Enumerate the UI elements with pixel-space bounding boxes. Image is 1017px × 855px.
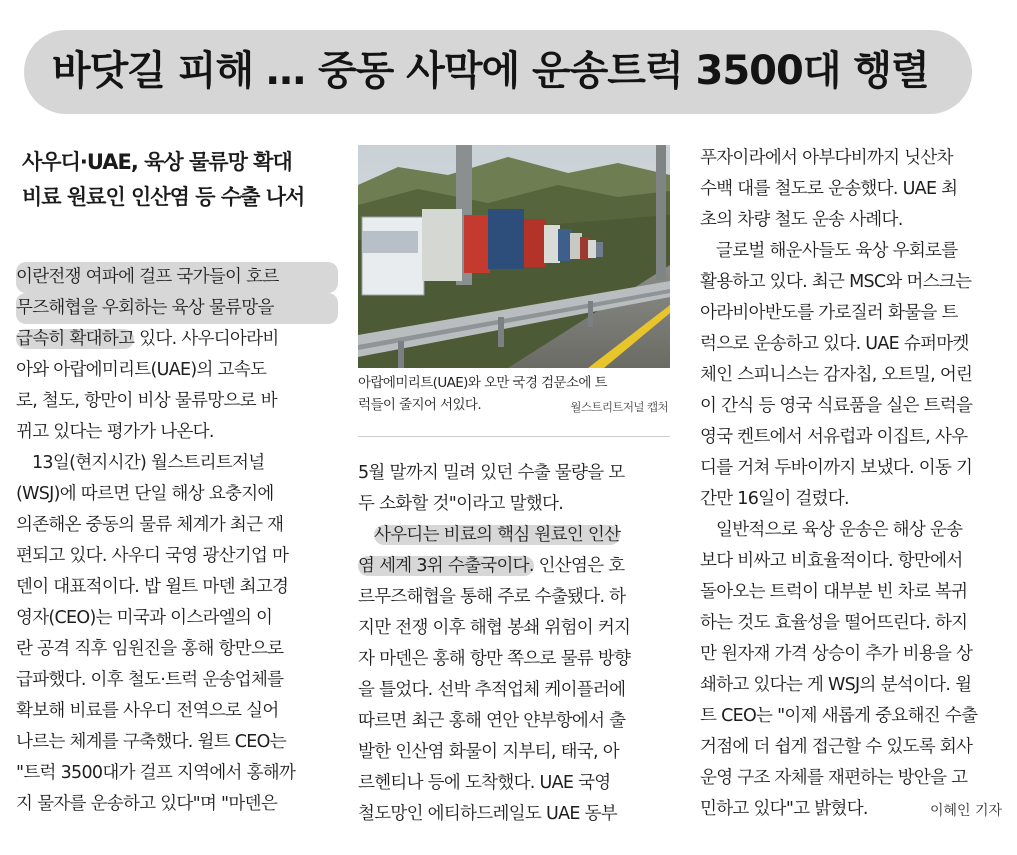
paragraph-start-line: 글로벌 해운사들도 육상 우회로를 (716, 241, 958, 261)
text-line: 하는 것도 효율성을 떨어뜨린다. 하지 (700, 613, 968, 633)
text-line: 운영 구조 자체를 재편하는 방안을 고 (700, 768, 968, 788)
text-line: 란 공격 직후 임원진을 홍해 항만으로 (16, 639, 284, 659)
text-line: 르헨티나 등에 도착했다. UAE 국영 (358, 773, 611, 793)
text-line: 철도망인 에티하드레일도 UAE 동부 (358, 804, 617, 824)
text: 있다. 사우디아라비 (134, 329, 279, 349)
caption-line: 럭들이 줄지어 서있다. (358, 397, 482, 413)
caption-divider (358, 436, 670, 437)
text-line: "트럭 3500대가 걸프 지역에서 홍해까 (16, 763, 296, 783)
article-column-2 (358, 458, 676, 830)
photo-caption (358, 372, 670, 416)
news-photo (358, 145, 670, 368)
headline: 바닷길 피해 … 중동 사막에 운송트럭 3500대 행렬 (52, 48, 929, 94)
highlighted-text: 사우디는 비료의 핵심 원료인 인산 (374, 525, 621, 545)
subheadline (22, 145, 352, 215)
text-line: 을 틀었다. 선박 추적업체 케이플러에 (358, 680, 626, 700)
text-line: 럭으로 운송하고 있다. UAE 슈퍼마켓 (700, 334, 969, 354)
subheadline-line: 사우디·UAE, 육상 물류망 확대 (22, 150, 292, 174)
text-line: 자 마덴은 홍해 항만 쪽으로 물류 방향 (358, 649, 631, 669)
truck-convoy-image (358, 145, 670, 368)
text-line: 활용하고 있다. 최근 MSC와 머스크는 (700, 272, 972, 292)
text-line: 거점에 더 쉽게 접근할 수 있도록 회사 (700, 737, 973, 757)
text-line (358, 551, 676, 582)
text-line: 수백 대를 철도로 운송했다. UAE 최 (700, 179, 958, 199)
text-line: 의존해온 중동의 물류 체계가 최근 재 (16, 515, 284, 535)
text-line: 발한 인산염 화물이 지부티, 태국, 아 (358, 742, 619, 762)
subheadline-line: 비료 원료인 인산염 등 수출 나서 (22, 185, 305, 209)
highlighted-text-line: 무즈해협을 우회하는 육상 물류망을 (16, 293, 338, 324)
text-line: 아라비아반도를 가로질러 화물을 트 (700, 303, 958, 323)
paragraph-start-line: 13일(현지시간) 월스트리트저널 (32, 453, 265, 473)
text-line: 아와 아랍에미리트(UAE)의 고속도 (16, 360, 267, 380)
text-line: 따르면 최근 홍해 연안 얀부항에서 출 (358, 711, 626, 731)
text-line: 급파했다. 이후 철도·트럭 운송업체를 (16, 670, 284, 690)
text-line: 편되고 있다. 사우디 국영 광산기업 마 (16, 546, 289, 566)
text-line: 체인 스피니스는 감자칩, 오트밀, 어린 (700, 365, 973, 385)
photo-credit: 월스트리트저널 캡처 (570, 400, 668, 414)
paragraph-start-line: 일반적으로 육상 운송은 해상 운송 (716, 520, 963, 540)
paragraph-start-line (358, 520, 676, 551)
text-line: 영국 켄트에서 서유럽과 이집트, 사우 (700, 427, 968, 447)
highlighted-text-line: 이란전쟁 여파에 걸프 국가들이 호르 (16, 262, 338, 293)
text-line: 간만 16일이 걸렸다. (700, 489, 849, 509)
caption-line: 아랍에미리트(UAE)와 오만 국경 검문소에 트 (358, 375, 608, 391)
text-line: 나르는 체계를 구축했다. 윌트 CEO는 (16, 732, 286, 752)
text-line: 민하고 있다"고 밝혔다. (700, 799, 868, 819)
text: 인산염은 호 (533, 556, 625, 576)
text-line: 뀌고 있다는 평가가 나온다. (16, 422, 214, 442)
text-line: 5월 말까지 밀려 있던 수출 물량을 모 (358, 463, 625, 483)
text-line: 보다 비싸고 비효율적이다. 항만에서 (700, 551, 963, 571)
article-column-1 (16, 262, 338, 820)
text-line: 지만 전쟁 이후 해협 봉쇄 위험이 커지 (358, 618, 631, 638)
text-line: 디를 거쳐 두바이까지 보냈다. 이동 기 (700, 458, 973, 478)
byline: 이혜인 기자 (930, 803, 1003, 819)
text-line: 돌아오는 트럭이 대부분 빈 차로 복귀 (700, 582, 968, 602)
text-line: 확보해 비료를 사우디 전역으로 실어 (16, 701, 279, 721)
text-line: 푸자이라에서 아부다비까지 닛산차 (700, 148, 953, 168)
text-line: 쇄하고 있다는 게 WSJ의 분석이다. 윌 (700, 675, 972, 695)
text-line: 영자(CEO)는 미국과 이스라엘의 이 (16, 608, 273, 628)
text-line: 이 간식 등 영국 식료품을 실은 트럭을 (700, 396, 973, 416)
text-line: (WSJ)에 따르면 단일 해상 요충지에 (16, 484, 274, 504)
highlighted-text: 급속히 확대하고 (16, 329, 135, 349)
text-line: 만 원자재 가격 상승이 추가 비용을 상 (700, 644, 973, 664)
highlighted-text: 염 세계 3위 수출국이다. (358, 556, 534, 576)
text-line: 트 CEO는 "이제 새롭게 중요해진 수출 (700, 706, 978, 726)
text-line: 르무즈해협을 통해 주로 수출됐다. 하 (358, 587, 626, 607)
text-line: 두 소화할 것"이라고 말했다. (358, 494, 564, 514)
text-line: 초의 차량 철도 운송 사례다. (700, 210, 903, 230)
text-line (16, 324, 338, 355)
text-line: 로, 철도, 항만이 비상 물류망으로 바 (16, 391, 277, 411)
text-line: 지 물자를 운송하고 있다"며 "마덴은 (16, 794, 278, 814)
article-column-3 (700, 143, 1017, 825)
text-line: 덴이 대표적이다. 밥 윌트 마덴 최고경 (16, 577, 289, 597)
